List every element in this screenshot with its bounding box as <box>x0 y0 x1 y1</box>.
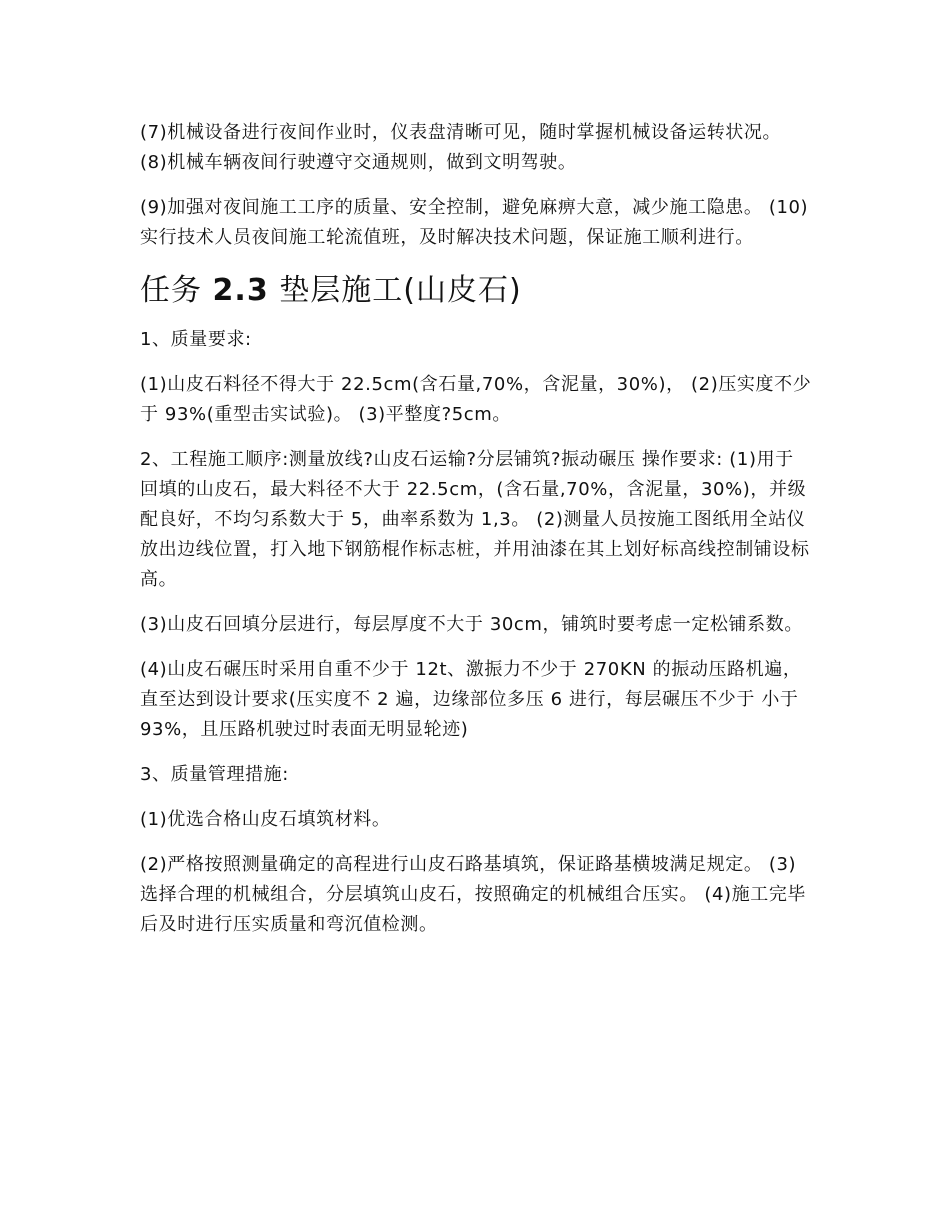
paragraph-quality-management-title: 3、质量管理措施: <box>140 764 289 785</box>
paragraph-compaction: (4)山皮石碾压时采用自重不少于 12t、激振力不少于 270KN 的振动压路机遍，直至达到设计要求(压实度不 2 遍，边缘部位多压 6 进行，每层碾压不少于 小于 93%，且压路机驶过时表面无明显轮迹) <box>140 659 802 740</box>
document-body <box>140 118 812 955</box>
paragraph-quality-measures: (2)严格按照测量确定的高程进行山皮石路基填筑，保证路基横坡满足规定。 (3)选择合理的机械组合，分层填筑山皮石，按照确定的机械组合压实。 (4)施工完毕后及时进行压实质量和弯沉值检测。 <box>140 854 807 935</box>
paragraph-night-quality: (9)加强对夜间施工工序的质量、安全控制，避免麻痹大意，减少施工隐患。 (10)实行技术人员夜间施工轮流值班，及时解决技术问题，保证施工顺利进行。 <box>140 197 809 248</box>
section-heading-number: 2.3 <box>212 273 269 308</box>
paragraph-quality-requirements: (1)山皮石料径不得大于 22.5cm(含石量,70%，含泥量，30%)， (2)压实度不少于 93%(重型击实试验)。 (3)平整度?5cm。 <box>140 374 812 425</box>
section-heading <box>140 271 812 311</box>
paragraph-material-selection: (1)优选合格山皮石填筑材料。 <box>140 809 391 830</box>
paragraph-night-equipment: (7)机械设备进行夜间作业时，仪表盘清晰可见，随时掌握机械设备运转状况。 (8)机械车辆夜间行驶遵守交通规则，做到文明驾驶。 <box>140 122 782 173</box>
paragraph-quality-requirements-title: 1、质量要求: <box>140 329 252 350</box>
section-heading-prefix: 任务 <box>140 273 213 308</box>
paragraph-construction-sequence: 2、工程施工顺序:测量放线?山皮石运输?分层铺筑?振动碾压 操作要求: (1)用于回填的山皮石，最大料径不大于 22.5cm，(含石量,70%，含泥量，30%)，并级配良好，不均匀系数大于 5，曲率系数为 1,3。 (2)测量人员按施工图纸用全站仪放出边线位置，打入地下钢筋棍作标志桩，并用油漆在其上划好标高线控制铺设标高。 <box>140 449 810 590</box>
paragraph-layered-backfill: (3)山皮石回填分层进行，每层厚度不大于 30cm，铺筑时要考虑一定松铺系数。 <box>140 614 803 635</box>
section-heading-title: 垫层施工(山皮石) <box>268 273 522 308</box>
